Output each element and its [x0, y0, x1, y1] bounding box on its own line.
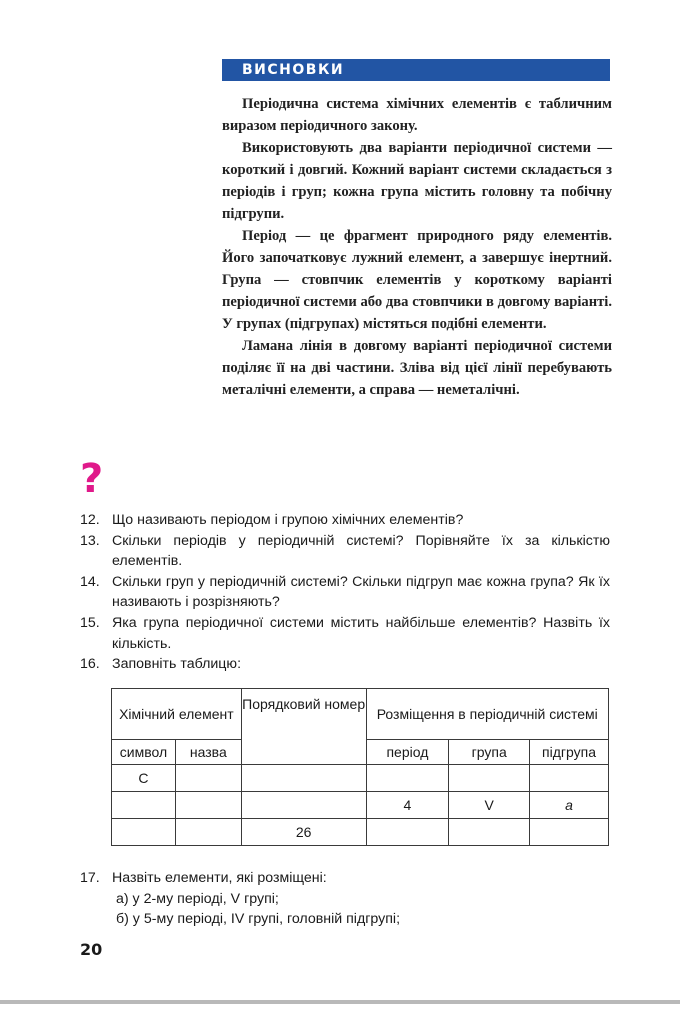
cell-group — [449, 819, 530, 846]
cell-subgroup — [530, 819, 609, 846]
question-item — [80, 613, 610, 654]
question-text: Скільки груп у періодичній системі? Скільки підгруп має кожна група? Як їх називають і розрізняють? — [112, 573, 610, 611]
conclusions-text — [222, 93, 612, 401]
cell-name — [175, 792, 241, 819]
header-location: Розміщення в періодичній системі — [366, 689, 608, 740]
conclusion-paragraph: Ламана лінія в довгому варіанті періодичної системи поділяє її на дві частини. Зліва від цієї лінії перебувають металічні елементи, а справа — неметалічні. — [222, 338, 612, 398]
question-text: Назвіть елементи, які розміщені: — [112, 870, 327, 886]
question-mark-icon: ? — [80, 456, 104, 502]
question-text: Скільки періодів у періодичній системі? Порівняйте їх за кількістю елементів. — [112, 532, 610, 570]
question-number: 15. — [80, 614, 100, 631]
cell-period — [366, 819, 449, 846]
cell-number: 26 — [241, 819, 366, 846]
question-item — [80, 531, 610, 572]
question-number: 17. — [80, 870, 100, 886]
table-row — [112, 792, 609, 819]
col-symbol: символ — [112, 740, 176, 765]
conclusions-heading: ВИСНОВКИ — [222, 59, 610, 81]
cell-group: V — [449, 792, 530, 819]
conclusion-paragraph: Періодична система хімічних елементів є табличним виразом періодичного закону. — [222, 96, 612, 134]
question-17 — [80, 868, 610, 930]
question-item — [80, 868, 610, 889]
cell-period: 4 — [366, 792, 449, 819]
header-ordinal-number: Порядковий номер — [241, 689, 366, 765]
question-number: 13. — [80, 532, 100, 549]
conclusion-paragraph: Період — це фрагмент природного ряду елементів. Його започатковує лужний елемент, а завершує інертний. Група — стовпчик елементів у короткому варіанті періодичної системи або два стовпчики в довгому варіанті. У групах (підгрупах) містяться подібні елементи. — [222, 228, 612, 332]
cell-symbol — [112, 792, 176, 819]
question-text: Що називають періодом і групою хімічних елементів? — [112, 512, 464, 528]
cell-name — [175, 765, 241, 792]
table-row — [112, 819, 609, 846]
cell-number — [241, 792, 366, 819]
col-group: група — [449, 740, 530, 765]
col-subgroup: підгрупа — [530, 740, 609, 765]
question-item — [80, 510, 610, 531]
questions-list — [80, 510, 610, 675]
cell-group — [449, 765, 530, 792]
cell-subgroup: а — [530, 792, 609, 819]
col-name: назва — [175, 740, 241, 765]
question-item — [80, 654, 610, 675]
question-number: 12. — [80, 512, 100, 528]
table-row — [112, 765, 609, 792]
cell-symbol: C — [112, 765, 176, 792]
question-number: 14. — [80, 573, 100, 590]
cell-name — [175, 819, 241, 846]
col-period: період — [366, 740, 449, 765]
cell-symbol — [112, 819, 176, 846]
question-text: Яка група періодичної системи містить найбільше елементів? Назвіть їх кількість. — [112, 614, 610, 652]
page-number: 20 — [80, 940, 103, 959]
fill-in-table — [111, 688, 609, 846]
cell-subgroup — [530, 765, 609, 792]
cell-number — [241, 765, 366, 792]
list-item: б) у 5-му періоді, IV групі, головній підгрупі; — [116, 911, 401, 928]
question-text: Заповніть таблицю: — [112, 656, 242, 673]
list-item: а) у 2-му періоді, V групі; — [116, 890, 279, 907]
header-chemical-element: Хімічний елемент — [112, 689, 242, 740]
conclusion-paragraph: Використовують два варіанти періодичної системи — короткий і довгий. Кожний варіант системи складається з періодів і груп; кожна група містить головну та побічну підгрупи. — [222, 140, 612, 222]
question-item — [80, 572, 610, 613]
question-number: 16. — [80, 656, 100, 673]
cell-period — [366, 765, 449, 792]
bottom-divider — [0, 1000, 680, 1004]
